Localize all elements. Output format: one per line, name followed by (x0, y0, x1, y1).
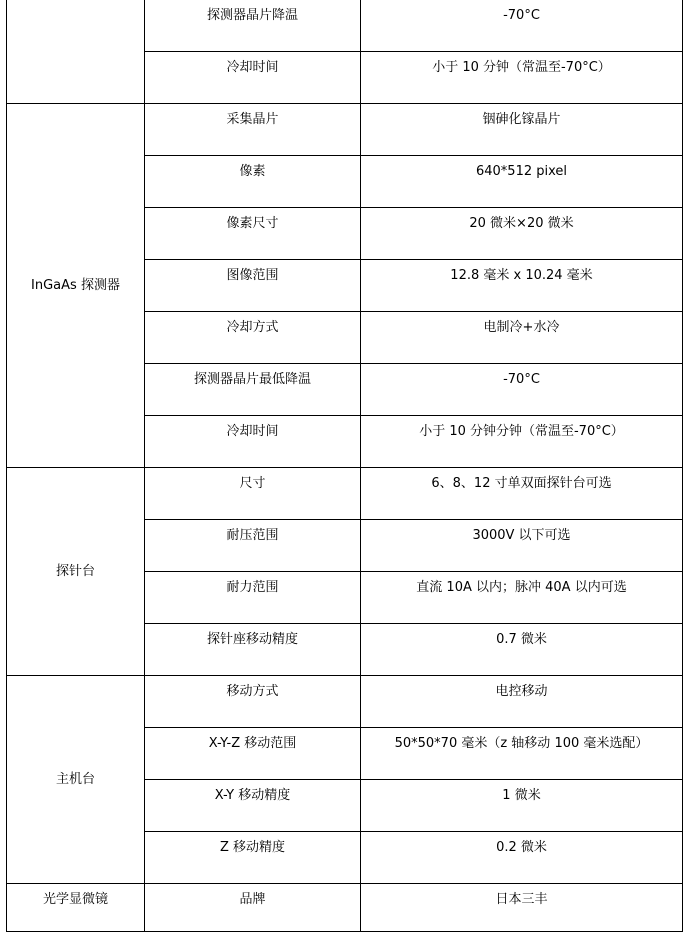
param-cell: 耐压范围 (145, 519, 361, 571)
param-cell: 尺寸 (145, 467, 361, 519)
param-cell: 图像范围 (145, 259, 361, 311)
param-cell: 冷却时间 (145, 415, 361, 467)
value-cell: 3000V 以下可选 (361, 519, 683, 571)
param-cell: 采集晶片 (145, 103, 361, 155)
value-cell: 50*50*70 毫米（z 轴移动 100 毫米选配） (361, 727, 683, 779)
value-cell: 铟砷化镓晶片 (361, 103, 683, 155)
value-cell: 电控移动 (361, 675, 683, 727)
value-cell: 1 微米 (361, 779, 683, 831)
category-cell (7, 0, 145, 103)
param-cell: 移动方式 (145, 675, 361, 727)
table-row (7, 0, 683, 52)
value-cell: 小于 10 分钟（常温至-70°C） (361, 52, 683, 104)
param-cell: 冷却方式 (145, 311, 361, 363)
param-cell: 品牌 (145, 883, 361, 931)
param-cell: X-Y-Z 移动范围 (145, 727, 361, 779)
param-cell: 耐力范围 (145, 571, 361, 623)
value-cell: 12.8 毫米 x 10.24 毫米 (361, 259, 683, 311)
table-row (7, 883, 683, 931)
table-row (7, 467, 683, 519)
value-cell: 小于 10 分钟分钟（常温至-70°C） (361, 415, 683, 467)
value-cell: 6、8、12 寸单双面探针台可选 (361, 467, 683, 519)
param-cell: Z 移动精度 (145, 831, 361, 883)
category-cell: 探针台 (7, 467, 145, 675)
category-cell: 光学显微镜 (7, 883, 145, 931)
param-cell: 探针座移动精度 (145, 623, 361, 675)
value-cell: -70°C (361, 0, 683, 52)
value-cell: -70°C (361, 363, 683, 415)
table-row (7, 675, 683, 727)
value-cell: 0.2 微米 (361, 831, 683, 883)
param-cell: 探测器晶片降温 (145, 0, 361, 52)
category-cell: InGaAs 探测器 (7, 103, 145, 467)
category-cell: 主机台 (7, 675, 145, 883)
value-cell: 20 微米×20 微米 (361, 207, 683, 259)
param-cell: 像素 (145, 155, 361, 207)
table-row (7, 103, 683, 155)
value-cell: 直流 10A 以内；脉冲 40A 以内可选 (361, 571, 683, 623)
param-cell: 像素尺寸 (145, 207, 361, 259)
value-cell: 日本三丰 (361, 883, 683, 931)
value-cell: 电制冷+水冷 (361, 311, 683, 363)
param-cell: 探测器晶片最低降温 (145, 363, 361, 415)
param-cell: 冷却时间 (145, 52, 361, 104)
value-cell: 640*512 pixel (361, 155, 683, 207)
param-cell: X-Y 移动精度 (145, 779, 361, 831)
spec-table (6, 0, 683, 932)
value-cell: 0.7 微米 (361, 623, 683, 675)
